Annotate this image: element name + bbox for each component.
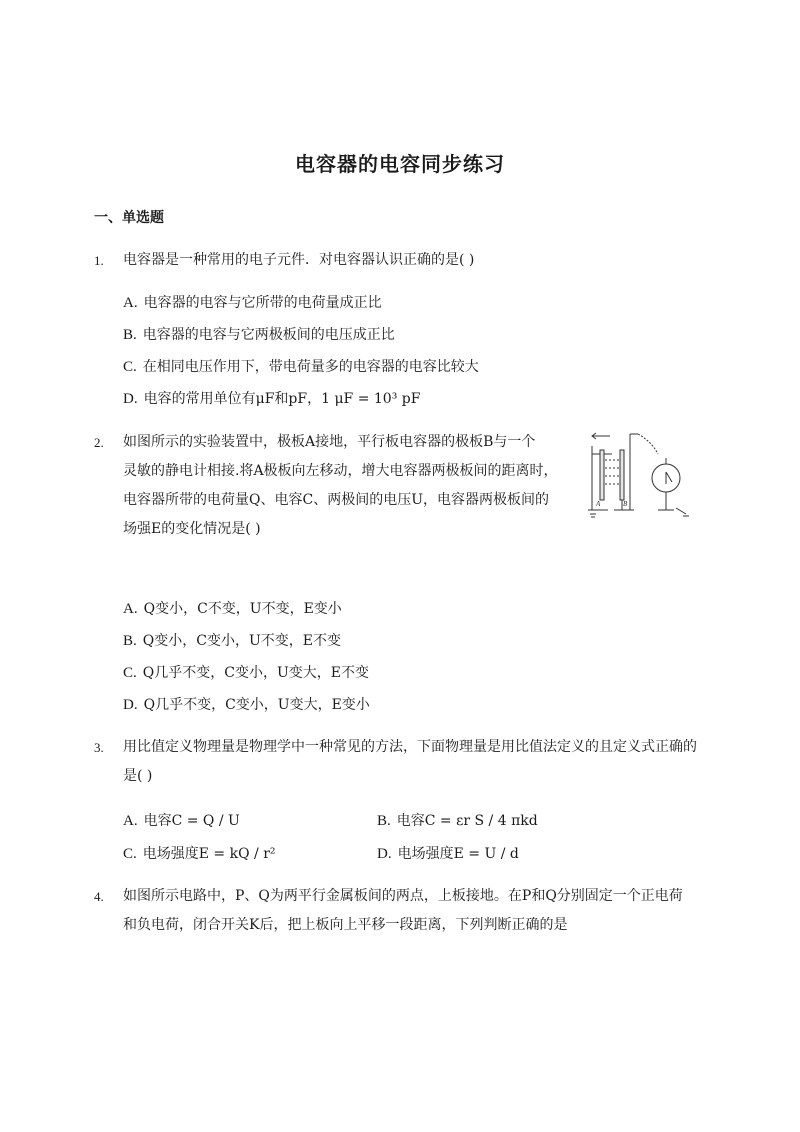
option-letter: C. bbox=[123, 359, 137, 375]
option-b bbox=[123, 324, 395, 344]
option-letter: A. bbox=[123, 295, 138, 311]
question-stem bbox=[123, 428, 558, 544]
question-stem bbox=[123, 733, 697, 791]
option-text: 电容器的电容与它所带的电荷量成正比 bbox=[143, 295, 382, 311]
option-text: 电场强度E = kQ / r² bbox=[142, 846, 276, 862]
option-d bbox=[123, 388, 420, 408]
stem-line: 如图所示电路中，P、Q为两平行金属板间的两点，上板接地。在P和Q分别固定一个正电荷 bbox=[123, 888, 683, 904]
section-heading: 一、单选题 bbox=[94, 210, 164, 226]
option-letter: C. bbox=[123, 846, 137, 862]
plate-a-label: A bbox=[596, 500, 601, 508]
option-text: Q几乎不变，C变小，U变大，E不变 bbox=[142, 665, 369, 681]
option-d bbox=[123, 694, 370, 714]
stem-line: 用比值定义物理量是物理学中一种常见的方法，下面物理量是用比值法定义的且定义式正确的 bbox=[123, 739, 697, 755]
question-number: 2. bbox=[94, 435, 104, 450]
question-stem bbox=[123, 246, 474, 275]
option-b bbox=[123, 630, 341, 650]
option-c bbox=[123, 843, 276, 863]
option-letter: A. bbox=[123, 601, 138, 617]
option-letter: B. bbox=[377, 813, 391, 829]
question-number: 4. bbox=[94, 889, 104, 904]
option-text: 电容器的电容与它两极板间的电压成正比 bbox=[142, 327, 395, 343]
stem-line: 电容器所带的电荷量Q、电容C、两极间的电压U，电容器两极板间的 bbox=[123, 492, 549, 508]
option-text: 电容C = εr S / 4 πkd bbox=[396, 813, 538, 829]
option-b bbox=[377, 810, 538, 830]
option-text: 电容C = Q / U bbox=[143, 813, 240, 829]
stem-line: 和负电荷，闭合开关K后，把上板向上平移一段距离，下列判断正确的是 bbox=[123, 917, 568, 933]
option-a bbox=[123, 292, 382, 312]
option-letter: B. bbox=[123, 327, 137, 343]
option-text: 电场强度E = U / d bbox=[397, 846, 519, 862]
option-text: Q变小，C不变，U不变，E变小 bbox=[143, 601, 342, 617]
option-letter: D. bbox=[123, 391, 138, 407]
option-text: 电容的常用单位有μF和pF，1 μF = 10³ pF bbox=[143, 391, 421, 407]
option-d bbox=[377, 843, 519, 863]
stem-line: 如图所示的实验装置中，极板A接地，平行板电容器的极板B与一个 bbox=[123, 434, 536, 450]
option-letter: B. bbox=[123, 633, 137, 649]
option-letter: A. bbox=[123, 813, 138, 829]
stem-line: 场强E的变化情况是( ) bbox=[123, 521, 261, 537]
option-text: 在相同电压作用下，带电荷量多的电容器的电容比较大 bbox=[142, 359, 479, 375]
option-text: Q几乎不变，C变小，U变大，E变小 bbox=[143, 697, 370, 713]
option-letter: D. bbox=[377, 846, 392, 862]
stem-line: 是( ) bbox=[123, 768, 153, 784]
plate-b-label: B bbox=[623, 500, 628, 508]
option-text: Q变小，C变小，U不变，E不变 bbox=[142, 633, 341, 649]
page-title: 电容器的电容同步练习 bbox=[295, 152, 505, 176]
question-stem bbox=[123, 882, 683, 940]
option-a bbox=[123, 810, 240, 830]
stem-line: 灵敏的静电计相接.将A极板向左移动，增大电容器两极板间的距离时， bbox=[123, 463, 558, 479]
option-c bbox=[123, 662, 369, 682]
option-a bbox=[123, 598, 342, 618]
option-letter: C. bbox=[123, 665, 137, 681]
option-letter: D. bbox=[123, 697, 138, 713]
question-number: 1. bbox=[94, 253, 104, 268]
option-c bbox=[123, 356, 479, 376]
electrometer-apparatus-figure bbox=[586, 428, 698, 524]
stem-line: 电容器是一种常用的电子元件．对电容器认识正确的是( ) bbox=[123, 252, 475, 268]
question-number: 3. bbox=[94, 740, 104, 755]
